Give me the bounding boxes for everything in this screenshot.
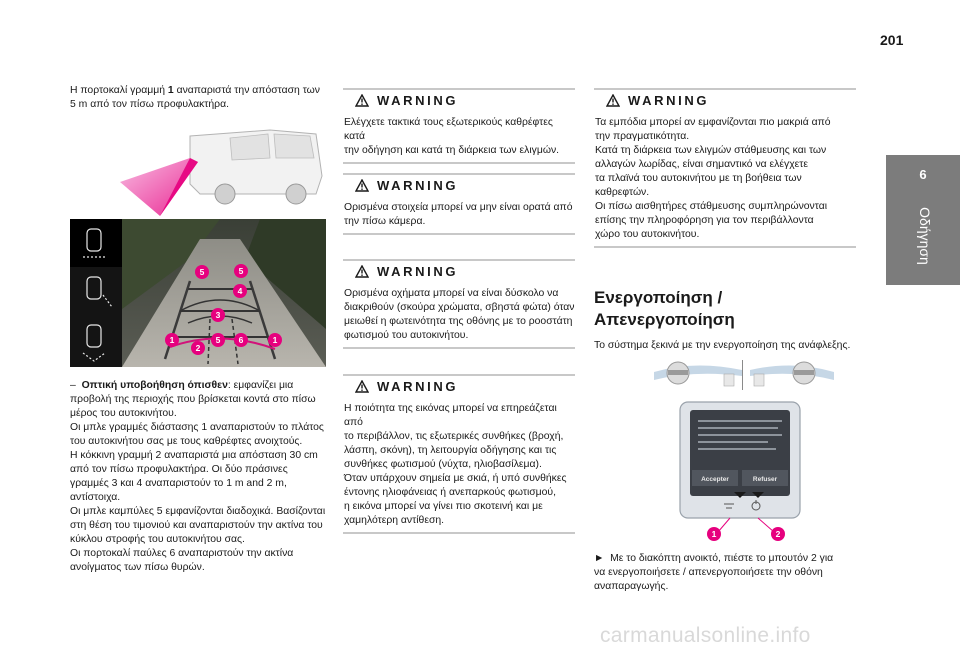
activation-section: [594, 287, 856, 353]
warning-box-mirrors: WARNING Ελέγχετε τακτικά τους εξωτερικούς καθρέφτες κατά την οδήγηση και κατά τη διάρκεια των ελιγμών.: [343, 88, 575, 164]
screen-marker-2: 2: [775, 529, 781, 539]
view-marker-5a: 5: [199, 267, 205, 277]
bullet-arrow-icon: ►: [594, 553, 605, 564]
view-marker-3: 3: [215, 310, 221, 320]
car-rear-illustration: [120, 124, 325, 216]
view-marker-1b: 1: [272, 335, 278, 345]
view-marker-2: 2: [195, 343, 201, 353]
view-marker-6: 6: [238, 335, 244, 345]
rear-camera-view: [70, 219, 326, 367]
chapter-title: Οδήγηση: [917, 207, 933, 265]
warning-label: WARNING: [377, 93, 459, 108]
warning-triangle-icon: [606, 94, 620, 107]
intro-text: Η πορτοκαλί γραμμή 1 αναπαριστά την απόσταση των 5 m από τον πίσω προφυλακτήρα.: [70, 85, 320, 110]
activation-text: Το σύστημα ξεκινά με την ενεργοποίηση της ανάφλεξης.: [594, 340, 851, 351]
screen-refuse-label: Refuser: [752, 476, 778, 483]
view-marker-1a: 1: [169, 335, 175, 345]
warning-box-dark-vehicles: WARNING Ορισμένα οχήματα μπορεί να είναι δύσκολο να διακριθούν (σκούρα χρώματα, σβηστά φώτα) όταν μειωθεί η φωτεινότητα της οθόνης με το ροοστάτη φωτισμού του αυτοκινήτου.: [343, 259, 575, 349]
warning-box-image-quality: WARNING Η ποιότητα της εικόνας μπορεί να επηρεάζεται από το περιβάλλον, τις εξωτερικές συνθήκες (βροχή, λάσπη, σκόνη), τη λειτουργία οδήγησης και τις συνθήκες φωτισμού (νύχτα, ηλιοβασίλεμα). Όταν υπάρχουν σημεία με σκιά, ή υπό συνθήκες έντονης ηλιοφάνειας ή ανεπαρκούς φωτισμού, η εικόνα μπορεί να γίνει πιο σκοτεινή και με χαμηλότερη αντίθεση.: [343, 374, 575, 534]
view-marker-5b: 5: [238, 266, 244, 276]
warning-label: WARNING: [377, 178, 459, 193]
page-number: 201: [880, 32, 904, 48]
warning-triangle-icon: [355, 265, 369, 278]
feature-description: – Οπτική υποβοήθηση όπισθεν: εμφανίζει μια προβολή της περιοχής που βρίσκεται κοντά στο πίσω μέρος του αυτοκινήτου. Οι μπλε γραμμές διάστασης 1 αναπαριστούν το πλάτος του αυτοκινήτου σας με τους καθρέφτες ανοιχτούς. Η κόκκινη γραμμή 2 αναπαριστά μια απόσταση 30 cm από τον πίσω προφυλακτήρα. Οι δύο πράσινες γραμμές 3 και 4 αναπαριστούν το 1 m and 2 m, αντίστοιχα. Οι μπλε καμπύλες 5 εμφανίζονται διαδοχικά. Βασίζονται στη θέση του τιμονιού και αναπαριστούν την ακτίνα του κύκλου στροφής του αυτοκινήτου σας. Οι πορτοκαλί παύλες 6 αναπαριστούν την ακτίνα ανοίγματος των πίσω θυρών.: [70, 380, 326, 573]
screen-accept-label: Accepter: [701, 476, 729, 483]
warning-triangle-icon: [355, 179, 369, 192]
touchscreen-illustration: [678, 400, 802, 542]
warning-label: WARNING: [628, 93, 710, 108]
view-marker-4: 4: [237, 286, 243, 296]
steering-wheel-illustration: [654, 360, 834, 390]
warning-triangle-icon: [355, 94, 369, 107]
warning-triangle-icon: [355, 380, 369, 393]
section-title: Ενεργοποίηση / Απενεργοποίηση: [594, 288, 735, 329]
watermark: carmanualsonline.info: [600, 624, 811, 647]
activation-instruction: ► Με το διακόπτη ανοικτό, πιέστε το μπουτόν 2 για να ενεργοποιήσετε / απενεργοποιήσετε την οθόνη αναπαραγωγής.: [594, 553, 834, 592]
chapter-number: 6: [919, 167, 927, 182]
warning-box-obstacles: WARNING Τα εμπόδια μπορεί αν εμφανίζονται πιο μακριά από την πραγματικότητα. Κατά τη διάρκεια των ελιγμών στάθμευσης και των αλλαγών λωρίδας, είναι σημαντικό να ελέγχετε τα πλαϊνά του αυτοκινήτου με τη βοήθεια των καθρεφτών. Οι πίσω αισθητήρες στάθμευσης συμπληρώνονται επίσης την πληροφόρηση για τον περιβάλλοντα χώρο του αυτοκινήτου.: [594, 88, 856, 248]
warning-label: WARNING: [377, 379, 459, 394]
screen-marker-1: 1: [711, 529, 717, 539]
view-marker-5c: 5: [215, 335, 221, 345]
chapter-tab[interactable]: [886, 155, 960, 285]
warning-label: WARNING: [377, 264, 459, 279]
warning-box-camera-visibility: WARNING Ορισμένα στοιχεία μπορεί να μην είναι ορατά από την πίσω κάμερα.: [343, 173, 575, 235]
feature-title: Οπτική υποβοήθηση όπισθεν: [81, 380, 228, 391]
